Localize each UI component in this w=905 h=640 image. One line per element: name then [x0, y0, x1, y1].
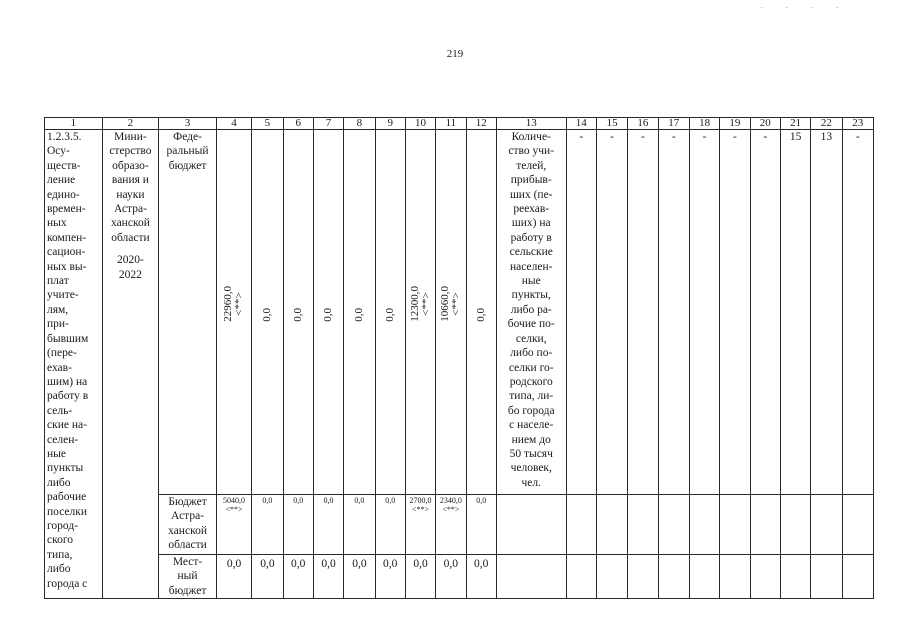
- text-line: города с: [47, 577, 88, 590]
- text-line: при-: [47, 318, 69, 331]
- target-cell: -: [689, 130, 719, 495]
- value-text: 0,0: [352, 308, 365, 322]
- empty-cell: [496, 495, 566, 555]
- value-cell: 0,0: [283, 555, 313, 599]
- column-number: 13: [496, 118, 566, 130]
- target-cell: -: [596, 130, 627, 495]
- value-cell: 0,0: [375, 495, 405, 555]
- text-line: ехав-: [47, 361, 72, 374]
- text-line: ханской: [110, 217, 150, 230]
- text-line: стерство: [109, 145, 152, 158]
- empty-cell: [689, 555, 719, 599]
- column-number: 2: [102, 118, 159, 130]
- text-line: шим) на: [47, 375, 88, 388]
- text-line: либо: [47, 563, 71, 576]
- empty-cell: [658, 495, 689, 555]
- target-cell: 15: [780, 130, 810, 495]
- text-line: образо-: [112, 159, 149, 172]
- text-line: селки го-: [508, 361, 554, 374]
- empty-cell: [842, 555, 873, 599]
- executor-cell: [102, 130, 159, 599]
- empty-cell: [496, 555, 566, 599]
- text-line: учите-: [47, 289, 79, 302]
- local-row: [45, 555, 874, 599]
- indicator-cell: [496, 130, 566, 495]
- text-line: ных вы-: [47, 260, 87, 273]
- target-cell: -: [842, 130, 873, 495]
- column-number: 16: [628, 118, 658, 130]
- column-number: 17: [658, 118, 689, 130]
- column-number: 22: [811, 118, 842, 130]
- page-number: 219: [446, 48, 464, 60]
- empty-cell: [689, 495, 719, 555]
- value-cell: 0,0: [313, 555, 343, 599]
- value-cell: 0,0: [466, 555, 496, 599]
- value-cell: 2700,0 <**>: [405, 495, 435, 555]
- text-line: типа,: [47, 548, 73, 561]
- text-line: 50 тысяч: [509, 447, 553, 460]
- text-line: ские на-: [47, 419, 87, 432]
- empty-cell: [596, 495, 627, 555]
- value-cell: 0,0: [375, 555, 405, 599]
- target-cell: 13: [811, 130, 842, 495]
- text-line: Количе-: [511, 131, 551, 143]
- value-text: 0,0: [474, 308, 487, 322]
- column-number: 21: [780, 118, 810, 130]
- text-line: ные: [47, 447, 66, 460]
- target-cell: -: [720, 130, 750, 495]
- text-line: ство учи-: [508, 145, 555, 158]
- text-line: ление: [47, 174, 76, 187]
- value-cell: [436, 130, 466, 495]
- text-line: либо по-: [510, 347, 553, 360]
- regional-row: [45, 495, 874, 555]
- target-cell: -: [566, 130, 596, 495]
- text-line: науки: [116, 188, 145, 201]
- value-cell: 0,0: [216, 555, 251, 599]
- text-line: город-: [47, 519, 79, 532]
- column-number: 6: [283, 118, 313, 130]
- text-line: нием до: [511, 433, 551, 446]
- text-line: бочие по-: [507, 318, 555, 331]
- column-number: 4: [216, 118, 251, 130]
- empty-cell: [811, 495, 842, 555]
- text-line: плат: [47, 275, 69, 288]
- text-line: телей,: [516, 159, 547, 172]
- value-cell: [216, 130, 251, 495]
- text-line: ных: [47, 217, 67, 230]
- empty-cell: [720, 495, 750, 555]
- text-line: сацион-: [47, 246, 86, 259]
- text-line: прибыв-: [510, 174, 552, 187]
- column-number: 14: [566, 118, 596, 130]
- text-line: едино-: [47, 188, 80, 201]
- value-text: 10660,0 <**>: [438, 286, 462, 322]
- value-cell: 0,0: [405, 555, 435, 599]
- empty-cell: [720, 555, 750, 599]
- value-cell: 5040,0 <**>: [216, 495, 251, 555]
- value-text: 12300,0 <**>: [408, 286, 432, 322]
- text-line: селен-: [47, 433, 79, 446]
- column-number: 23: [842, 118, 873, 130]
- value-cell: [344, 130, 375, 495]
- target-cell: -: [628, 130, 658, 495]
- text-line: бо города: [507, 404, 555, 417]
- source-local: Мест- ный бюджет: [159, 555, 217, 599]
- column-number: 5: [252, 118, 283, 130]
- column-number: 1: [45, 118, 103, 130]
- text-line: ших (пе-: [509, 188, 553, 201]
- value-text: 0,0: [322, 308, 335, 322]
- text-line: ществ-: [47, 159, 81, 172]
- text-line: бывшим: [47, 332, 89, 345]
- text-line: ского: [47, 534, 74, 547]
- value-cell: [313, 130, 343, 495]
- empty-cell: [658, 555, 689, 599]
- column-number: 11: [436, 118, 466, 130]
- value-cell: [466, 130, 496, 495]
- text-line: компен-: [47, 231, 87, 244]
- scan-artifacts: - - - -: [760, 2, 849, 12]
- value-cell: 0,0: [313, 495, 343, 555]
- empty-cell: [750, 495, 780, 555]
- empty-cell: [780, 495, 810, 555]
- column-number: 9: [375, 118, 405, 130]
- text-line: с населе-: [509, 419, 554, 432]
- column-number: 10: [405, 118, 435, 130]
- empty-cell: [566, 555, 596, 599]
- text-line: селки,: [515, 332, 547, 345]
- text-line: реехав-: [513, 203, 550, 216]
- federal-row: [45, 130, 874, 495]
- text-line: ших) на: [511, 217, 551, 230]
- value-cell: 0,0: [283, 495, 313, 555]
- text-line: пункты,: [511, 289, 551, 302]
- empty-cell: [628, 555, 658, 599]
- value-cell: [283, 130, 313, 495]
- empty-cell: [811, 555, 842, 599]
- column-number: 19: [720, 118, 750, 130]
- text-line: типа, ли-: [509, 390, 554, 403]
- value-cell: 0,0: [252, 555, 283, 599]
- empty-cell: [596, 555, 627, 599]
- column-number: 3: [159, 118, 217, 130]
- value-cell: 0,0: [466, 495, 496, 555]
- empty-cell: [842, 495, 873, 555]
- text-line: ные: [521, 275, 541, 288]
- value-cell: [405, 130, 435, 495]
- text-line: пункты: [47, 462, 84, 475]
- value-text: 0,0: [260, 308, 273, 322]
- column-number: 15: [596, 118, 627, 130]
- text-line: Астра-: [113, 203, 147, 216]
- text-line: родского: [509, 375, 553, 388]
- value-cell: [252, 130, 283, 495]
- text-line: вания и: [111, 174, 149, 187]
- column-number: 7: [313, 118, 343, 130]
- budget-table: [44, 117, 874, 599]
- value-cell: 0,0: [436, 555, 466, 599]
- text-line: работу в: [47, 390, 89, 403]
- text-line: сельские: [509, 246, 553, 259]
- column-number: 18: [689, 118, 719, 130]
- source-federal: Феде- ральный бюджет: [159, 130, 217, 495]
- column-number: 20: [750, 118, 780, 130]
- text-line: человек,: [510, 462, 552, 475]
- source-regional: Бюджет Астра- ханской области: [159, 495, 217, 555]
- target-cell: -: [750, 130, 780, 495]
- text-line: времен-: [47, 203, 86, 216]
- value-text: 0,0: [291, 308, 304, 322]
- value-text: 0,0: [383, 308, 396, 322]
- years: 2020- 2022: [117, 254, 144, 281]
- text-line: Осу-: [47, 145, 70, 158]
- text-line: лям,: [47, 303, 69, 316]
- empty-cell: [780, 555, 810, 599]
- text-line: чел.: [521, 476, 541, 489]
- text-line: поселки: [47, 505, 88, 518]
- text-line: либо ра-: [510, 303, 552, 316]
- empty-cell: [566, 495, 596, 555]
- text-line: населен-: [510, 260, 553, 273]
- text-line: сель-: [47, 404, 73, 417]
- value-cell: 0,0: [344, 555, 375, 599]
- text-line: (пере-: [47, 347, 77, 360]
- header-row: [45, 118, 874, 130]
- text-line: 1.2.3.5.: [47, 131, 82, 143]
- text-line: работу в: [510, 231, 552, 244]
- text-line: либо: [47, 476, 71, 489]
- column-number: 12: [466, 118, 496, 130]
- empty-cell: [750, 555, 780, 599]
- value-cell: 2340,0 <**>: [436, 495, 466, 555]
- value-text: 22960,0 <**>: [222, 286, 246, 322]
- item-description: [45, 130, 103, 599]
- text-line: рабочие: [47, 491, 87, 504]
- target-cell: -: [658, 130, 689, 495]
- value-cell: 0,0: [344, 495, 375, 555]
- value-cell: [375, 130, 405, 495]
- value-cell: 0,0: [252, 495, 283, 555]
- empty-cell: [628, 495, 658, 555]
- column-number: 8: [344, 118, 375, 130]
- text-line: области: [111, 231, 150, 244]
- text-line: Мини-: [114, 131, 147, 143]
